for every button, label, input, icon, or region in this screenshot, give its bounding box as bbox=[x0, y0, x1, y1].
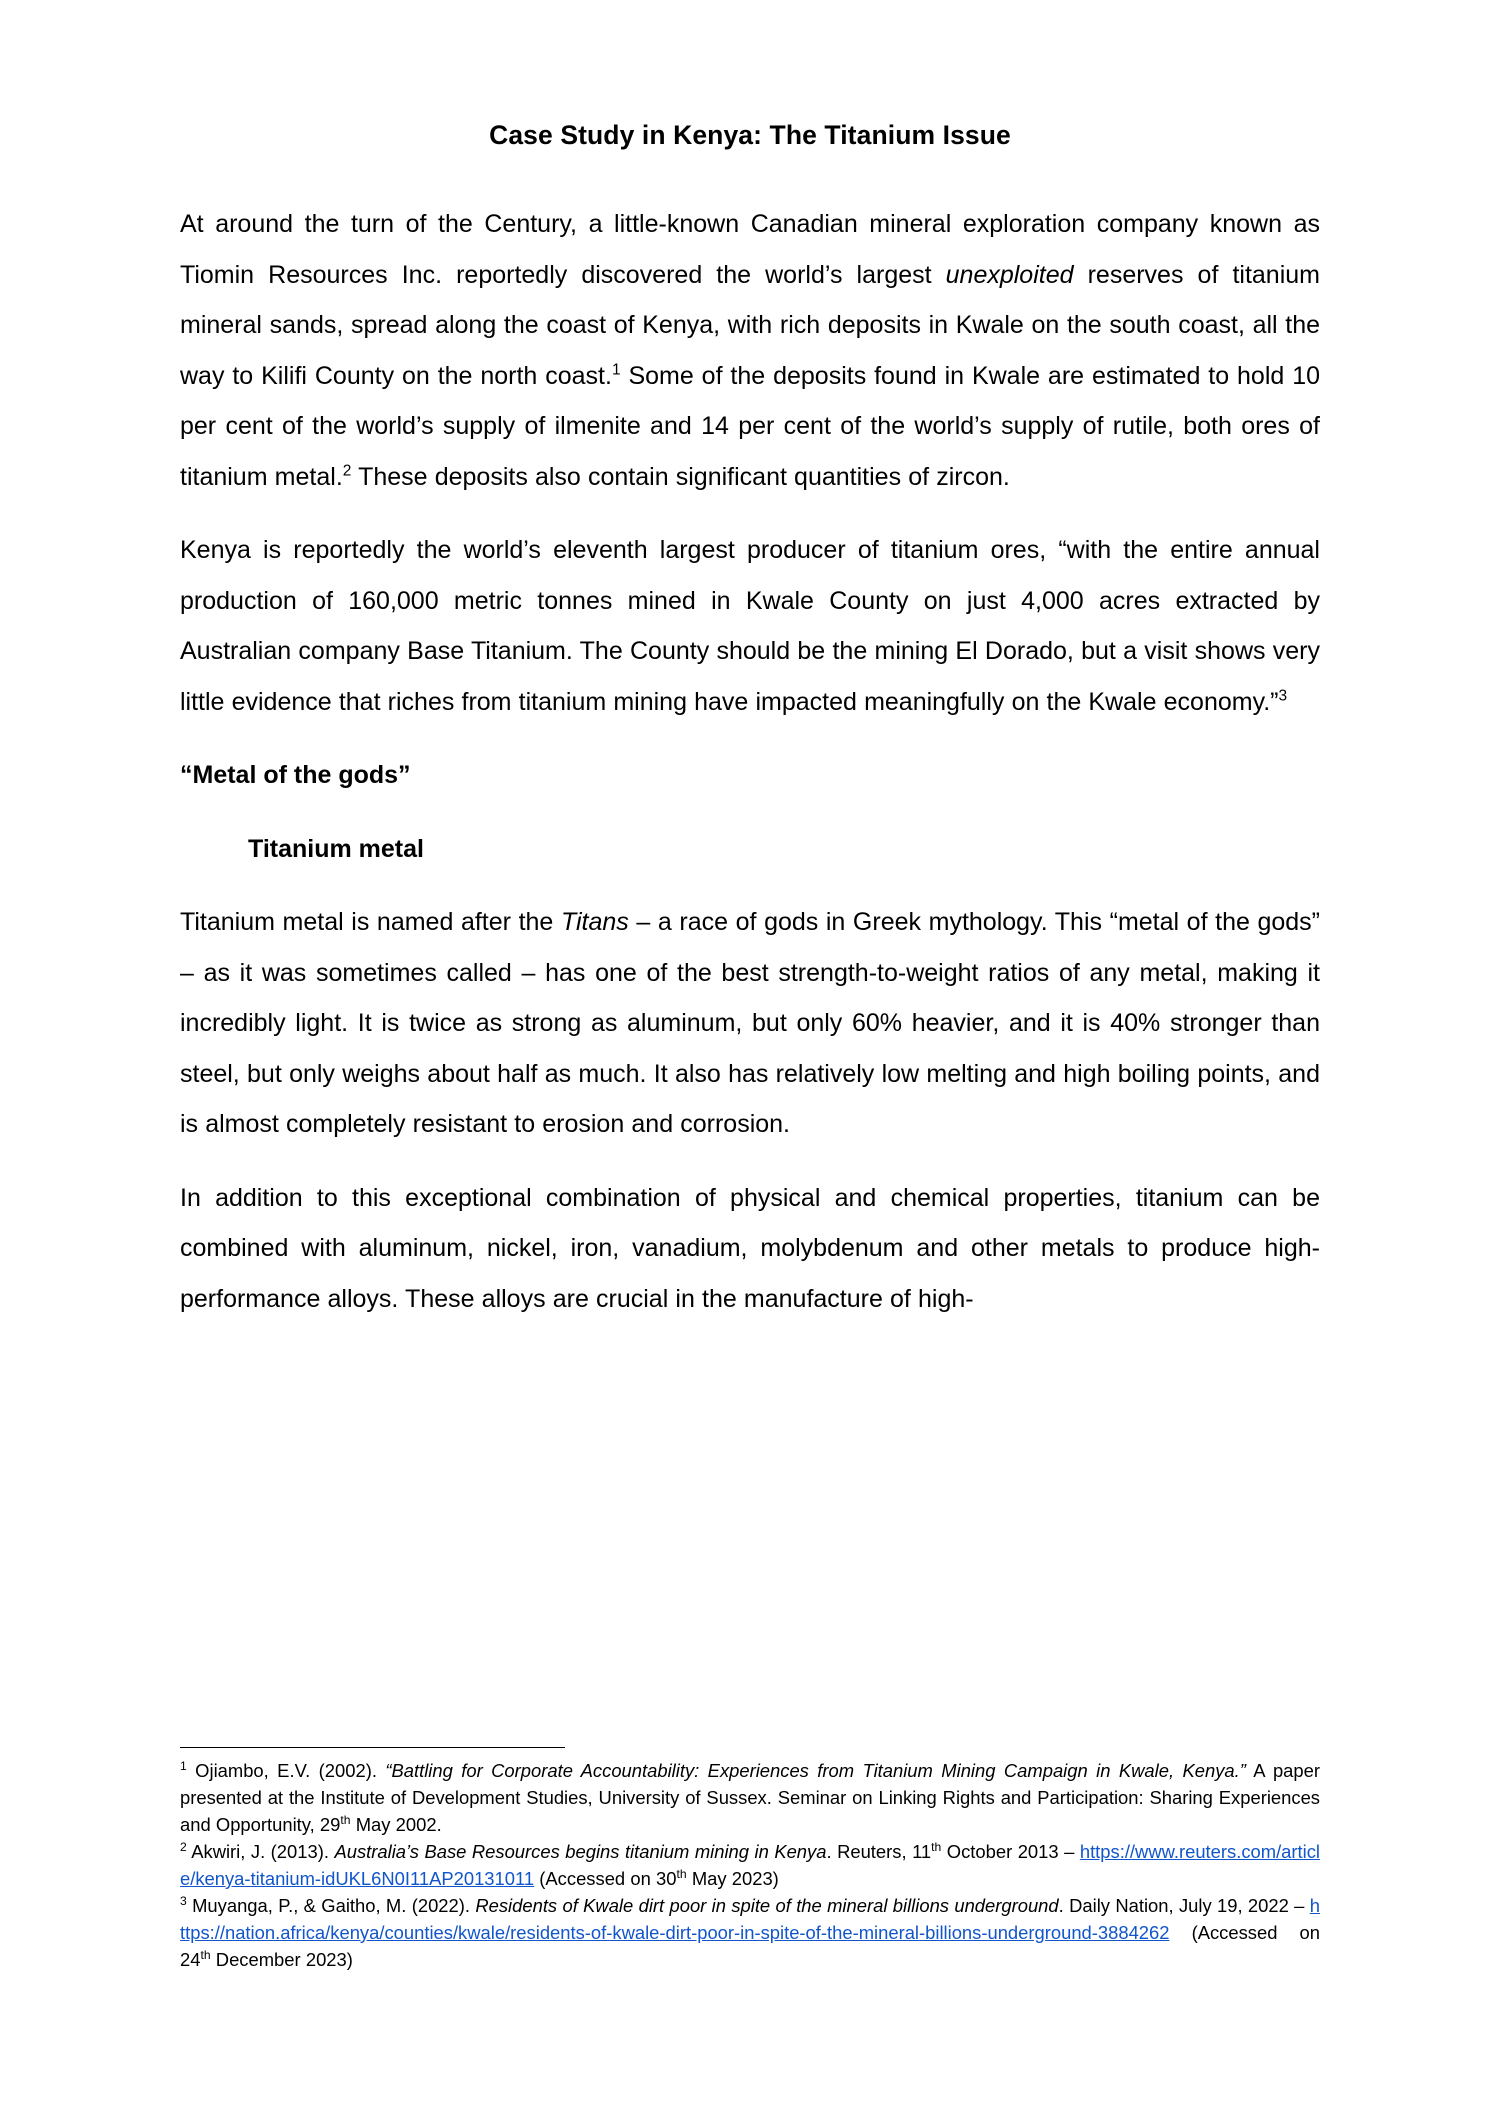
footnote-1-ordinal-suffix: th bbox=[340, 1812, 351, 1827]
paragraph-1-italic-unexploited: unexploited bbox=[945, 260, 1074, 289]
footnote-3-text-b: . Daily Nation, July 19, 2022 – bbox=[1058, 1894, 1310, 1916]
paragraph-3-text-b: – a race of gods in Greek mythology. This “metal of the gods” – as it was sometimes called – has one of the best strength-to-weight ratios of any metal, making it incredibly light. It is twice as strong as aluminum, but only 60% heavier, and it is 40% stronger than steel, but only weighs about half as much. It also has relatively low melting and high boiling points, and is almost completely resistant to erosion and corrosion. bbox=[180, 908, 1321, 1139]
footnote-2 bbox=[180, 1838, 1320, 1892]
footnote-1-text-a: Ojiambo, E.V. (2002). bbox=[186, 1759, 386, 1781]
footnote-ref-2[interactable]: 2 bbox=[342, 462, 352, 480]
footnote-3-marker: 3 bbox=[180, 1893, 187, 1908]
footnote-1-text-b: A paper presented at the Institute of Development Studies, University of Sussex. Seminar on Linking Rights and Participation: Sharing Experiences and Opportunity, 29 bbox=[180, 1759, 1320, 1835]
footnote-2-text-c: October 2013 – bbox=[941, 1840, 1080, 1862]
paragraph-3-italic-titans: Titans bbox=[560, 908, 629, 937]
footnote-3-text-d: December 2023) bbox=[210, 1948, 353, 1970]
paragraph-3-text-a: Titanium metal is named after the bbox=[180, 908, 561, 937]
footnote-2-italic-title: Australia’s Base Resources begins titanium mining in Kenya bbox=[334, 1840, 827, 1862]
footnote-2-text-b: . Reuters, 11 bbox=[826, 1840, 932, 1862]
paragraph-1-text-c: Some of the deposits found in Kwale are estimated to hold 10 per cent of the world’s supply of ilmenite and 14 per cent of the world’s supply of rutile, both ores of titanium metal. bbox=[180, 361, 1320, 491]
footnote-3-link-nation-africa[interactable]: https://nation.africa/kenya/counties/kwale/residents-of-kwale-dirt-poor-in-spite-of-the-mineral-billions-underground-3884262 bbox=[180, 1894, 1320, 1943]
footnote-2-text-d: (Accessed on 30 bbox=[534, 1867, 677, 1889]
footnote-2-text-a: Akwiri, J. (2013). bbox=[186, 1840, 335, 1862]
paragraph-1-text-b: reserves of titanium mineral sands, spread along the coast of Kenya, with rich deposits in Kwale on the south coast, all the way to Kilifi County on the north coast. bbox=[180, 260, 1320, 390]
paragraph-2 bbox=[180, 525, 1320, 727]
footnote-2-ordinal-suffix-2: th bbox=[676, 1866, 687, 1881]
footnote-3 bbox=[180, 1892, 1320, 1973]
footnote-2-marker: 2 bbox=[180, 1839, 187, 1854]
paragraph-3 bbox=[180, 897, 1320, 1150]
paragraph-1-text-d: These deposits also contain significant quantities of zircon. bbox=[351, 462, 1010, 491]
footnote-1-italic-title: “Battling for Corporate Accountability: Experiences from Titanium Mining Campaign in Kwale, Kenya.” bbox=[385, 1759, 1246, 1781]
footnote-2-ordinal-suffix: th bbox=[931, 1839, 942, 1854]
paragraph-2-text: Kenya is reportedly the world’s eleventh largest producer of titanium ores, “with the entire annual production of 160,000 metric tonnes mined in Kwale County on just 4,000 acres extracted by Australian company Base Titanium. The County should be the mining El Dorado, but a visit shows very little evidence that riches from titanium mining have impacted meaningfully on the Kwale economy.” bbox=[180, 536, 1320, 716]
footnote-2-link-reuters[interactable]: https://www.reuters.com/article/kenya-titanium-idUKL6N0I11AP20131011 bbox=[180, 1840, 1321, 1889]
footnote-2-text-e: May 2023) bbox=[686, 1867, 779, 1889]
footnote-3-text-a: Muyanga, P., & Gaitho, M. (2022). bbox=[186, 1894, 476, 1916]
paragraph-4: In addition to this exceptional combination of physical and chemical properties, titanium can be combined with aluminum, nickel, iron, vanadium, molybdenum and other metals to produce high-performance alloys. These alloys are crucial in the manufacture of high- bbox=[180, 1183, 1320, 1313]
section-heading-metal-of-the-gods: “Metal of the gods” bbox=[180, 761, 411, 790]
footnote-3-italic-title: Residents of Kwale dirt poor in spite of the mineral billions underground bbox=[475, 1894, 1059, 1916]
footnote-3-text-c: (Accessed on 24 bbox=[180, 1921, 1320, 1970]
footnote-ref-3[interactable]: 3 bbox=[1278, 687, 1288, 705]
footnote-ref-1[interactable]: 1 bbox=[611, 361, 621, 379]
paragraph-1-text-a: At around the turn of the Century, a little-known Canadian mineral exploration company known as Tiomin Resources Inc. reportedly discovered the world’s largest bbox=[180, 210, 1320, 289]
footnote-1-marker: 1 bbox=[180, 1758, 187, 1773]
page-title: Case Study in Kenya: The Titanium Issue bbox=[489, 120, 1011, 150]
paragraph-1 bbox=[180, 199, 1320, 502]
subsection-heading-titanium-metal: Titanium metal bbox=[248, 834, 424, 863]
footnote-1-text-c: May 2002. bbox=[350, 1813, 442, 1835]
footnote-3-ordinal-suffix: th bbox=[200, 1947, 211, 1962]
footnote-area bbox=[180, 1747, 1320, 1973]
footnote-1 bbox=[180, 1757, 1320, 1838]
footnote-separator-rule bbox=[180, 1747, 565, 1748]
